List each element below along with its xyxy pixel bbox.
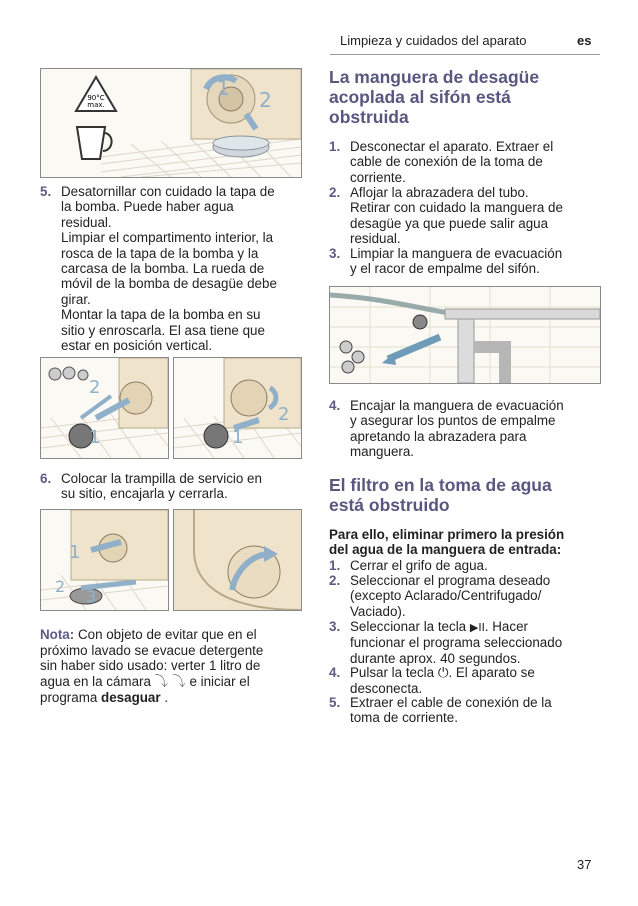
- header-rule: [330, 54, 600, 55]
- figure-pump-clean-b: [173, 357, 302, 459]
- step-3: 3. Seleccionar la tecla ▶II. Hacer funcionar el programa seleccionado durante aprox. 40 segundos.: [329, 619, 563, 666]
- language-code: es: [577, 33, 592, 48]
- step-2: 2. Seleccionar el programa deseado (excepto Aclarado/Centrifugado/ Vaciado).: [329, 573, 551, 619]
- detergent-compartment-icon: ⤵ ⤵: [154, 674, 186, 690]
- figure-pump-clean-a: [40, 357, 169, 459]
- note-label: Nota:: [40, 627, 75, 642]
- step-4: 4. Pulsar la tecla ⏻. El aparato se desconecta.: [329, 665, 535, 697]
- section-title-water-filter: El filtro en la toma de agua está obstruido: [329, 475, 552, 515]
- callout-1: 1: [232, 427, 244, 448]
- step-line: la bomba. Puede haber agua: [61, 199, 234, 215]
- step-line: sitio y enroscarla. El asa tiene que: [61, 322, 265, 338]
- figure-pump-cover: [40, 68, 302, 178]
- callout-2: 2: [259, 88, 272, 112]
- step-line: estar en posición vertical.: [61, 338, 213, 354]
- step-4: 4. Encajar la manguera de evacuación y asegurar los puntos de empalme apretando la abrazadera para manguera.: [329, 398, 564, 460]
- callout-3: 3: [86, 587, 97, 606]
- note: Nota: Con objeto de evitar que en el próximo lavado se evacue detergente sin haber sido usado: verter 1 litro de agua en la cámara ⤵ ⤵ e iniciar el programa desaguar .: [40, 627, 264, 706]
- temp-label: 90°C: [87, 94, 105, 102]
- start-pause-icon: ▶II: [469, 621, 485, 634]
- step-line: girar.: [61, 291, 91, 307]
- step-number: 6.: [40, 471, 52, 486]
- step-line: móvil de la bomba de desagüe debe: [61, 276, 277, 292]
- step-line: su sitio, encajarla y cerrarla.: [61, 486, 228, 502]
- power-icon: ⏻: [437, 666, 449, 681]
- callout-1: 1: [89, 427, 101, 448]
- step-line: Limpiar el compartimento interior, la: [61, 230, 274, 246]
- step-5: 5. Extraer el cable de conexión de la toma de corriente.: [329, 695, 552, 726]
- step-5: [40, 184, 302, 353]
- figure-siphon: [329, 286, 601, 384]
- step-line: rosca de la tapa de la bomba y la: [61, 245, 259, 261]
- step-line: Desatornillar con cuidado la tapa de: [61, 184, 275, 199]
- step-line: Montar la tapa de la bomba en su: [61, 307, 261, 323]
- program-name: desaguar: [101, 690, 161, 706]
- max-label: max.: [87, 101, 105, 109]
- callout-1: 1: [217, 76, 230, 100]
- step-line: residual.: [61, 214, 112, 230]
- lead-text: Para ello, eliminar primero la presión del agua de la manguera de entrada:: [329, 527, 565, 558]
- step-3: 3. Limpiar la manguera de evacuación y el racor de empalme del sifón.: [329, 246, 563, 277]
- figure-flap-a: [40, 509, 169, 611]
- running-header: Limpieza y cuidados del aparato: [340, 33, 527, 48]
- figure-flap-b: [173, 509, 302, 611]
- callout-1: 1: [69, 542, 81, 563]
- callout-2: 2: [278, 404, 290, 425]
- step-1: 1. Cerrar el grifo de agua.: [329, 558, 488, 573]
- step-6: [40, 471, 302, 502]
- step-line: carcasa de la bomba. La rueda de: [61, 261, 265, 277]
- step-1: 1. Desconectar el aparato. Extraer el cable de conexión de la toma de corriente.: [329, 139, 554, 185]
- step-line: Colocar la trampilla de servicio en: [61, 471, 262, 486]
- step-2: 2. Aflojar la abrazadera del tubo. Retirar con cuidado la manguera de desagüe ya que puede salir agua residual.: [329, 185, 563, 247]
- page-number: 37: [577, 857, 592, 872]
- step-number: 5.: [40, 184, 52, 199]
- callout-2: 2: [55, 577, 66, 596]
- section-title-drain-hose: La manguera de desagüe acoplada al sifón está obstruida: [329, 67, 540, 127]
- callout-2: 2: [89, 377, 101, 398]
